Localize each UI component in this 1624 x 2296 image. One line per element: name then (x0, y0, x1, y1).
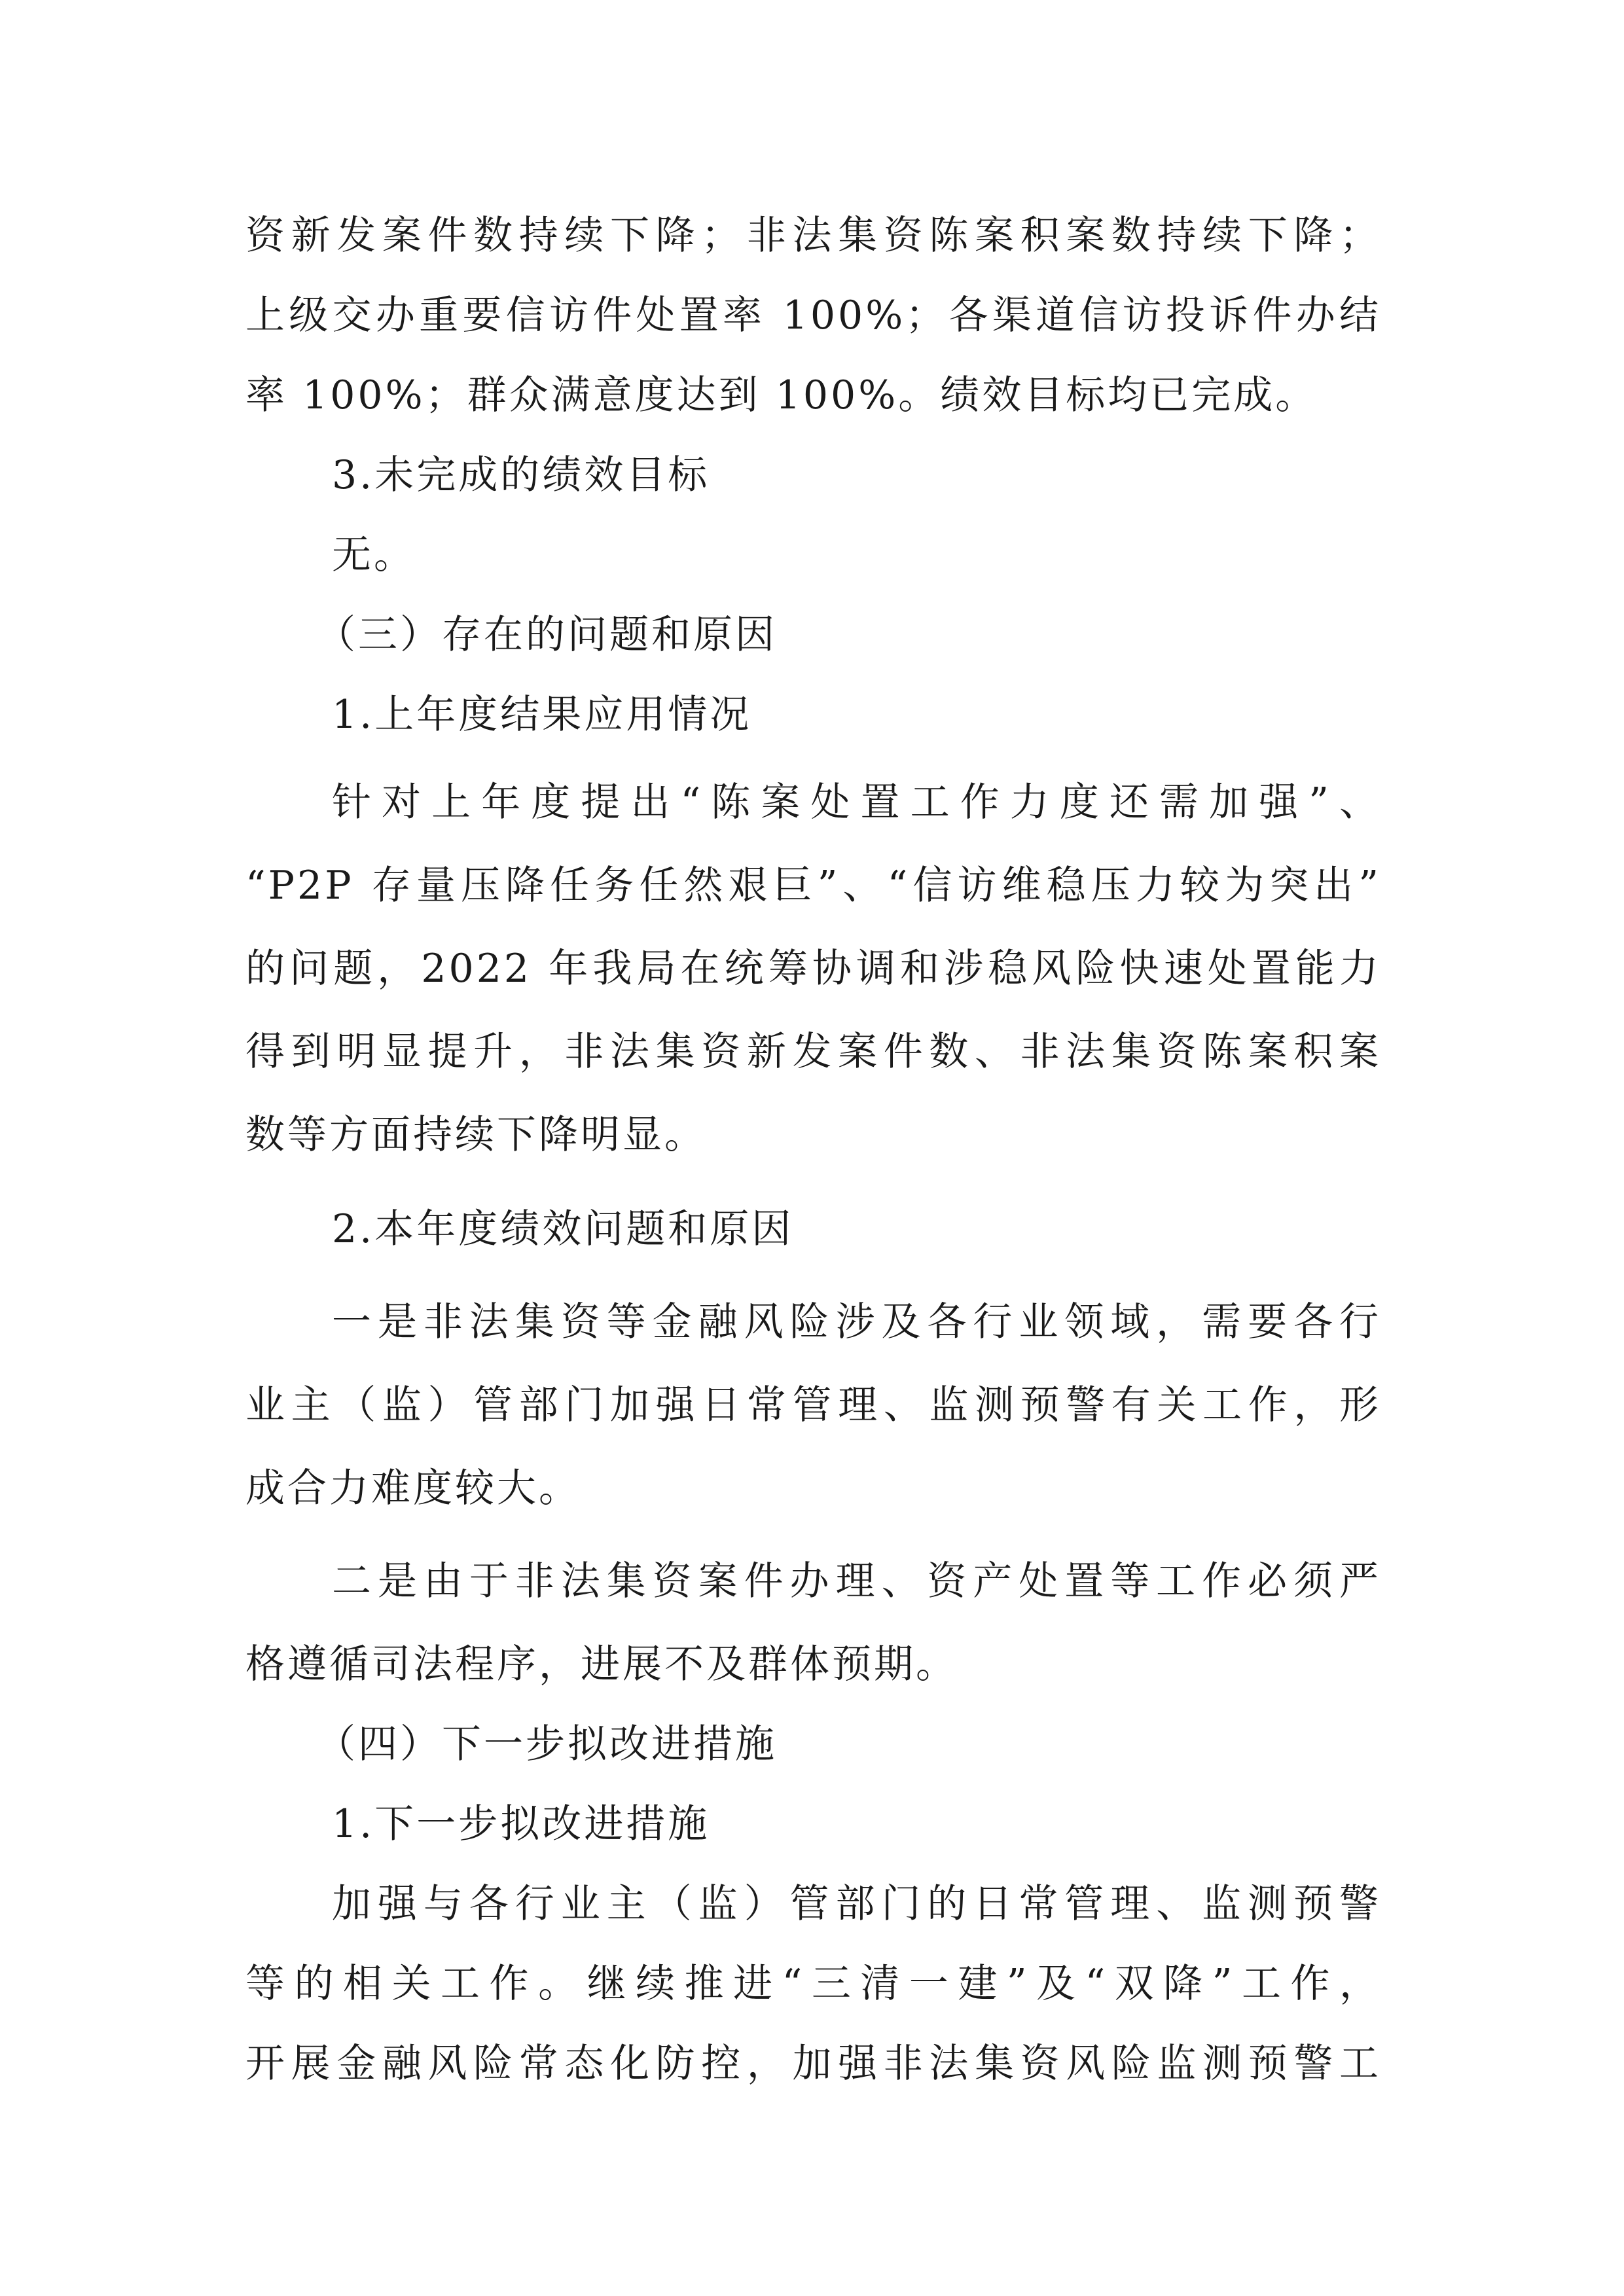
subheading-improvement-measures: 1.下一步拟改进措施 (332, 1801, 710, 1847)
text-line: “P2P 存量压降任务任然艰巨”、“信访维稳压力较为突出” (245, 863, 1381, 908)
text-line: 资新发案件数持续下降；非法集资陈案积案数持续下降； (245, 213, 1381, 259)
text-line: 针对上年度提出“陈案处置工作力度还需加强”、 (332, 780, 1381, 825)
subheading-last-year-results: 1.上年度结果应用情况 (332, 692, 752, 738)
text-line: 业主（监）管部门加强日常管理、监测预警有关工作，形 (245, 1382, 1381, 1428)
subheading-unfinished-goals: 3.未完成的绩效目标 (332, 452, 710, 498)
text-line: 等的相关工作。继续推进“三清一建”及“双降”工作， (245, 1961, 1381, 2007)
text-line: 开展金融风险常态化防控，加强非法集资风险监测预警工 (245, 2041, 1381, 2087)
text-line: 二是由于非法集资案件办理、资产处置等工作必须严 (332, 1558, 1381, 1604)
text-line: 一是非法集资等金融风险涉及各行业领域，需要各行 (332, 1299, 1381, 1345)
text-line: 加强与各行业主（监）管部门的日常管理、监测预警 (332, 1881, 1381, 1927)
text-line: 的问题，2022 年我局在统筹协调和涉稳风险快速处置能力 (245, 946, 1381, 992)
text-line: 格遵循司法程序，进展不及群体预期。 (245, 1641, 958, 1687)
section-heading-next-steps: （四）下一步拟改进措施 (316, 1721, 777, 1767)
text-line: 上级交办重要信访件处置率 100%；各渠道信访投诉件办结 (245, 293, 1381, 338)
text-line: 无。 (332, 532, 416, 578)
text-line: 数等方面持续下降明显。 (245, 1112, 706, 1158)
text-line: 率 100%；群众满意度达到 100%。绩效目标均已完成。 (245, 372, 1318, 418)
text-line: 成合力难度较大。 (245, 1465, 581, 1511)
section-heading-problems: （三）存在的问题和原因 (316, 612, 777, 658)
text-line: 得到明显提升，非法集资新发案件数、非法集资陈案积案 (245, 1029, 1381, 1075)
subheading-this-year-problems: 2.本年度绩效问题和原因 (332, 1206, 794, 1252)
